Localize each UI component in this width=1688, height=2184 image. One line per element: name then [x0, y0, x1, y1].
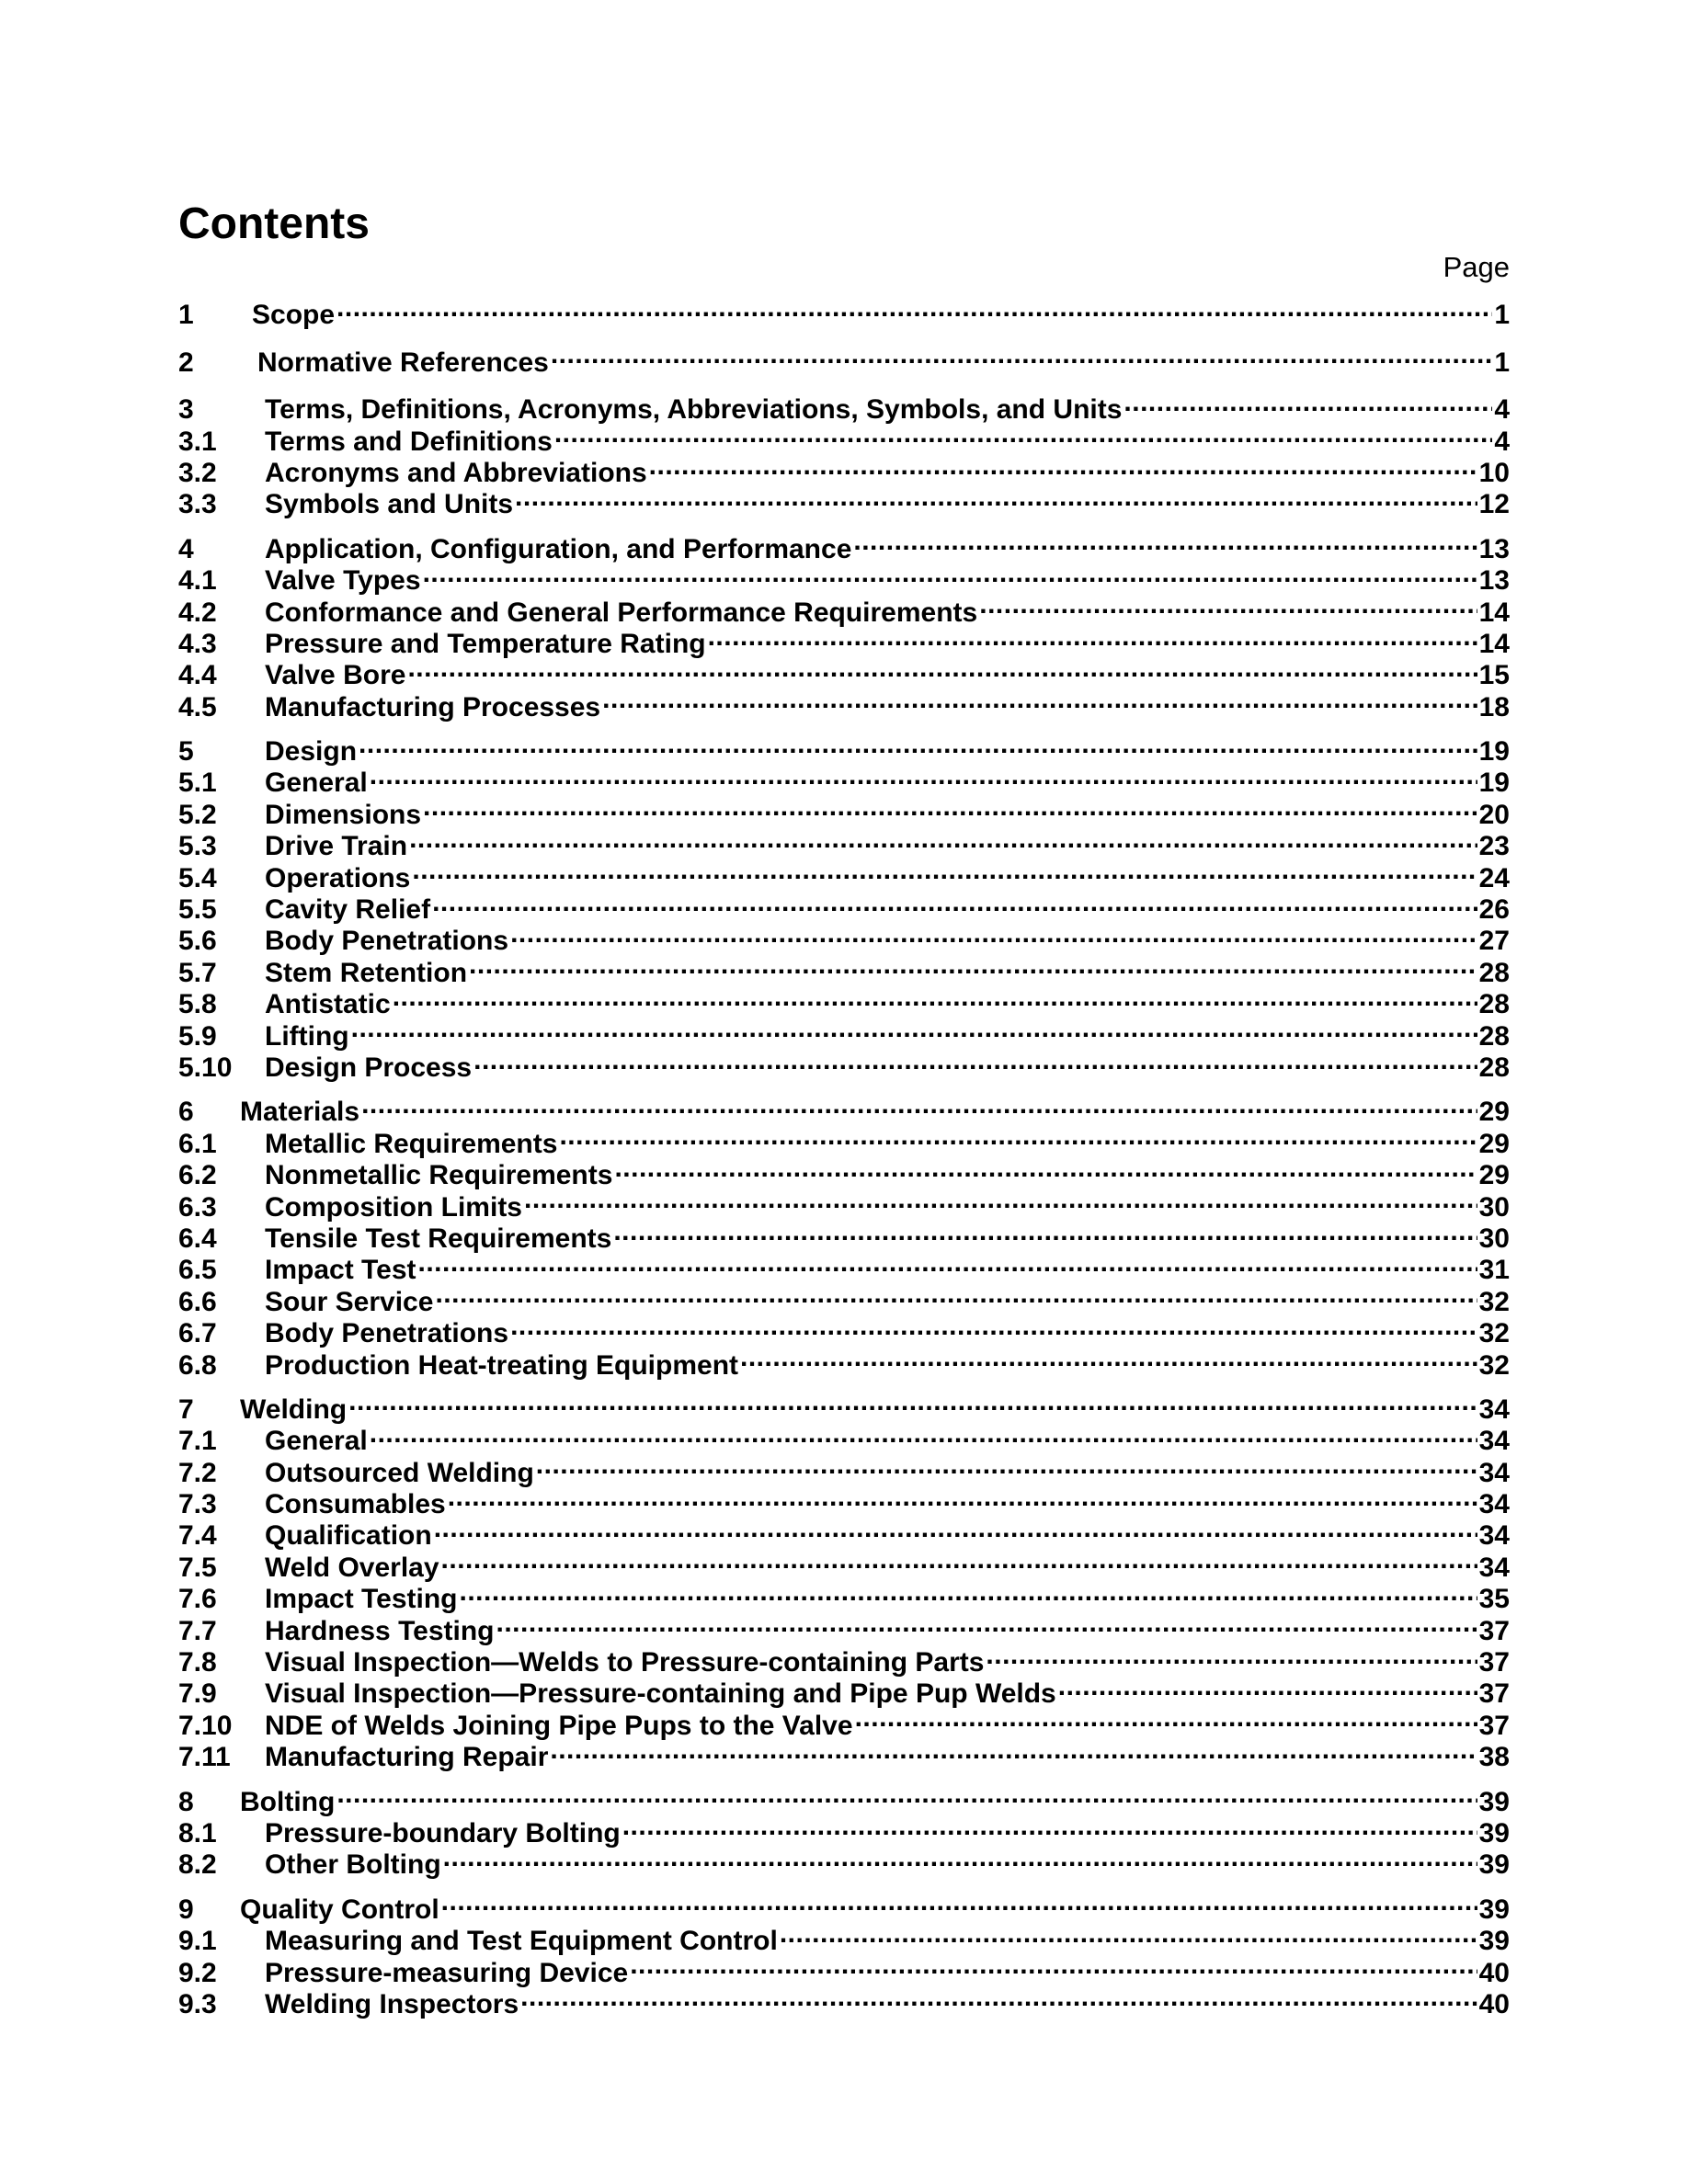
toc-entry-section[interactable] — [178, 1886, 1510, 1925]
toc-entry-number: 3.3 — [178, 489, 217, 520]
toc-entry-number: 5.1 — [178, 768, 217, 799]
toc-entry-label: Welding — [240, 1393, 348, 1425]
toc-entry-subsection[interactable] — [178, 1811, 1510, 1848]
toc-entry-number: 9.1 — [178, 1926, 217, 1957]
dot-leader — [649, 450, 1477, 482]
toc-entry-label: Bolting — [240, 1786, 336, 1817]
toc-entry-number: 5.2 — [178, 799, 217, 830]
toc-entry-section[interactable] — [178, 339, 1510, 378]
toc-section-group — [178, 729, 1510, 1083]
toc-entry-number: 7.1 — [178, 1426, 217, 1457]
toc-entry-page: 12 — [1478, 489, 1510, 520]
toc-entry-page: 39 — [1478, 1786, 1510, 1817]
toc-entry-page: 18 — [1478, 691, 1510, 722]
toc-entry-page: 4 — [1494, 394, 1510, 426]
dot-leader — [550, 1735, 1477, 1766]
toc-entry-page: 34 — [1478, 1426, 1510, 1457]
toc-section-group — [178, 526, 1510, 722]
toc-entry-page: 19 — [1478, 768, 1510, 799]
toc-entry-label: Design Process — [265, 1052, 473, 1083]
toc-entry-number: 3.2 — [178, 457, 217, 488]
dot-leader — [441, 1886, 1477, 1917]
toc-entry-subsection[interactable] — [178, 1450, 1510, 1488]
dot-leader — [510, 918, 1477, 950]
toc-entry-label: Operations — [265, 862, 411, 893]
toc-entry-page: 37 — [1478, 1710, 1510, 1741]
toc-entry-label: Valve Bore — [265, 660, 406, 691]
toc-entry-page: 19 — [1478, 736, 1510, 768]
dot-leader — [496, 1608, 1477, 1639]
dot-leader — [418, 1247, 1477, 1279]
toc-entry-number: 5.9 — [178, 1020, 217, 1052]
dot-leader — [855, 1702, 1477, 1734]
toc-entry-number: 9 — [178, 1894, 194, 1925]
toc-entry-page: 34 — [1478, 1520, 1510, 1552]
toc-entry-page: 29 — [1478, 1097, 1510, 1128]
dot-leader — [435, 1279, 1477, 1310]
toc-entry-page: 37 — [1478, 1615, 1510, 1646]
dot-leader — [409, 824, 1477, 855]
toc-entry-page: 35 — [1478, 1584, 1510, 1615]
toc-entry-number: 6.1 — [178, 1128, 217, 1159]
dot-leader — [423, 791, 1477, 823]
toc-entry-number: 6.8 — [178, 1349, 217, 1381]
dot-leader — [423, 558, 1477, 589]
toc-entry-number: 4.3 — [178, 628, 217, 659]
toc-entry-label: Terms and Definitions — [265, 426, 553, 457]
toc-entry-section[interactable] — [178, 387, 1510, 426]
dot-leader — [853, 526, 1477, 557]
toc-entry-page: 39 — [1478, 1849, 1510, 1881]
toc-entry-label: Antistatic — [265, 989, 391, 1020]
toc-entry-page: 40 — [1478, 1988, 1510, 2019]
toc-entry-number: 5 — [178, 736, 194, 768]
dot-leader — [443, 1842, 1477, 1873]
toc-entry-number: 7.4 — [178, 1520, 217, 1552]
toc-entry-label: Dimensions — [265, 799, 422, 830]
toc-entry-label: Sour Service — [265, 1286, 434, 1317]
page-title: Contents — [178, 199, 370, 248]
toc-entry-label: Terms, Definitions, Acronyms, Abbreviations, Symbols, and Units — [265, 394, 1123, 426]
toc-entry-label: General — [265, 768, 368, 799]
toc-entry-label: Tensile Test Requirements — [265, 1223, 612, 1254]
toc-entry-number: 7.11 — [178, 1742, 231, 1773]
toc-entry-label: Impact Test — [265, 1255, 416, 1286]
toc-entry-label: Conformance and General Performance Requirements — [265, 597, 978, 628]
dot-leader — [551, 339, 1492, 370]
toc-entry-page: 32 — [1478, 1286, 1510, 1317]
toc-entry-label: Nonmetallic Requirements — [265, 1160, 613, 1191]
toc-entry-label: Pressure and Temperature Rating — [265, 628, 706, 659]
toc-entry-section[interactable] — [178, 1779, 1510, 1817]
page-column-header: Page — [1443, 251, 1510, 283]
toc-entry-label: Acronyms and Abbreviations — [265, 457, 647, 488]
dot-leader — [602, 684, 1477, 715]
toc-entry-label: Qualification — [265, 1520, 432, 1552]
toc-entry-page: 31 — [1478, 1255, 1510, 1286]
toc-entry-page: 32 — [1478, 1318, 1510, 1349]
dot-leader — [515, 482, 1477, 513]
toc-entry-label: Symbols and Units — [265, 489, 514, 520]
toc-entry-number: 4.2 — [178, 597, 217, 628]
dot-leader — [448, 1482, 1477, 1513]
toc-entry-number: 7.6 — [178, 1584, 217, 1615]
dot-leader — [740, 1342, 1477, 1373]
toc-entry-number: 4.1 — [178, 565, 217, 597]
table-of-contents — [178, 292, 1510, 2026]
toc-entry-label: Drive Train — [265, 831, 408, 862]
toc-entry-number: 7.8 — [178, 1647, 217, 1678]
dot-leader — [407, 653, 1477, 684]
toc-entry-label: Outsourced Welding — [265, 1457, 534, 1488]
toc-entry-number: 6.7 — [178, 1318, 217, 1349]
toc-entry-label: Visual Inspection—Pressure-containing and Pipe Pup Welds — [265, 1678, 1056, 1710]
dot-leader — [1123, 387, 1492, 418]
dot-leader — [469, 950, 1477, 981]
dot-leader — [986, 1640, 1477, 1671]
toc-entry-page: 37 — [1478, 1678, 1510, 1710]
toc-entry-page: 37 — [1478, 1647, 1510, 1678]
toc-entry-number: 6.4 — [178, 1223, 217, 1254]
toc-entry-number: 6.3 — [178, 1191, 217, 1223]
toc-entry-number: 7.5 — [178, 1552, 217, 1583]
toc-entry-number: 7.7 — [178, 1615, 217, 1646]
dot-leader — [708, 621, 1477, 653]
toc-entry-page: 1 — [1494, 300, 1510, 331]
toc-entry-page: 14 — [1478, 628, 1510, 659]
toc-entry-label: Lifting — [265, 1020, 349, 1052]
toc-entry-page: 34 — [1478, 1457, 1510, 1488]
dot-leader — [524, 1184, 1477, 1215]
toc-entry-label: General — [265, 1426, 368, 1457]
dot-leader — [359, 729, 1477, 760]
toc-entry-number: 8.1 — [178, 1817, 217, 1848]
toc-entry-page: 34 — [1478, 1393, 1510, 1425]
dot-leader — [434, 1513, 1477, 1544]
toc-entry-label: Normative References — [257, 347, 549, 378]
dot-leader — [510, 1311, 1477, 1342]
dot-leader — [348, 1387, 1477, 1418]
toc-entry-label: Body Penetrations — [265, 926, 509, 957]
toc-entry-label: Welding Inspectors — [265, 1988, 519, 2019]
dot-leader — [370, 760, 1477, 791]
toc-entry-page: 20 — [1478, 799, 1510, 830]
dot-leader — [370, 1418, 1477, 1450]
toc-entry-number: 4.4 — [178, 660, 217, 691]
toc-entry-label: Measuring and Test Equipment Control — [265, 1926, 778, 1957]
dot-leader — [412, 855, 1477, 886]
dot-leader — [622, 1811, 1477, 1842]
toc-entry-page: 30 — [1478, 1223, 1510, 1254]
dot-leader — [336, 292, 1492, 324]
toc-entry-number: 5.8 — [178, 989, 217, 1020]
toc-entry-page: 38 — [1478, 1742, 1510, 1773]
toc-entry-label: Cavity Relief — [265, 894, 431, 926]
toc-section-group — [178, 1779, 1510, 1881]
toc-entry-label: Quality Control — [240, 1894, 439, 1925]
toc-entry-label: Composition Limits — [265, 1191, 522, 1223]
toc-entry-subsection[interactable] — [178, 791, 1510, 830]
toc-entry-subsection[interactable] — [178, 1013, 1510, 1052]
toc-entry-page: 1 — [1494, 347, 1510, 378]
toc-entry-page: 27 — [1478, 926, 1510, 957]
dot-leader — [432, 887, 1477, 918]
dot-leader — [351, 1013, 1477, 1044]
toc-entry-page: 28 — [1478, 989, 1510, 1020]
toc-entry-label: Impact Testing — [265, 1584, 458, 1615]
toc-entry-label: Visual Inspection—Welds to Pressure-containing Parts — [265, 1647, 985, 1678]
toc-entry-number: 8.2 — [178, 1849, 217, 1881]
dot-leader — [979, 589, 1477, 620]
toc-entry-number: 7.9 — [178, 1678, 217, 1710]
toc-entry-label: Manufacturing Processes — [265, 691, 601, 722]
toc-entry-label: Other Bolting — [265, 1849, 441, 1881]
toc-entry-label: Application, Configuration, and Performance — [265, 533, 852, 564]
toc-entry-number: 5.3 — [178, 831, 217, 862]
toc-entry-number: 6.6 — [178, 1286, 217, 1317]
dot-leader — [336, 1779, 1477, 1810]
toc-entry-label: Pressure-measuring Device — [265, 1957, 629, 1988]
toc-entry-page: 30 — [1478, 1191, 1510, 1223]
toc-section-group — [178, 1089, 1510, 1381]
toc-entry-number: 5.5 — [178, 894, 217, 926]
toc-entry-page: 28 — [1478, 1020, 1510, 1052]
toc-entry-page: 14 — [1478, 597, 1510, 628]
toc-entry-number: 1 — [178, 300, 194, 331]
toc-entry-label: NDE of Welds Joining Pipe Pups to the Valve — [265, 1710, 853, 1741]
toc-entry-number: 4.5 — [178, 691, 217, 722]
toc-entry-section[interactable] — [178, 1089, 1510, 1128]
toc-entry-label: Pressure-boundary Bolting — [265, 1817, 621, 1848]
toc-entry-number: 7.3 — [178, 1489, 217, 1520]
toc-entry-page: 39 — [1478, 1926, 1510, 1957]
toc-section-group — [178, 339, 1510, 378]
toc-entry-number: 9.2 — [178, 1957, 217, 1988]
toc-entry-subsection[interactable] — [178, 1120, 1510, 1159]
toc-entry-label: Production Heat-treating Equipment — [265, 1349, 739, 1381]
toc-entry-number: 9.3 — [178, 1988, 217, 2019]
dot-leader — [559, 1120, 1477, 1152]
toc-entry-page: 4 — [1494, 426, 1510, 457]
toc-entry-number: 8 — [178, 1786, 194, 1817]
toc-entry-label: Stem Retention — [265, 957, 468, 988]
dot-leader — [459, 1576, 1477, 1608]
toc-entry-page: 23 — [1478, 831, 1510, 862]
toc-entry-label: Design — [265, 736, 358, 768]
toc-entry-number: 2 — [178, 347, 194, 378]
toc-entry-label: Consumables — [265, 1489, 446, 1520]
toc-entry-number: 6 — [178, 1097, 194, 1128]
toc-entry-number: 5.6 — [178, 926, 217, 957]
dot-leader — [536, 1450, 1477, 1481]
toc-entry-page: 15 — [1478, 660, 1510, 691]
toc-entry-page: 34 — [1478, 1489, 1510, 1520]
dot-leader — [473, 1045, 1477, 1076]
toc-entry-page: 26 — [1478, 894, 1510, 926]
toc-entry-page: 34 — [1478, 1552, 1510, 1583]
toc-entry-section[interactable] — [178, 526, 1510, 564]
toc-entry-label: Metallic Requirements — [265, 1128, 558, 1159]
toc-entry-label: Body Penetrations — [265, 1318, 509, 1349]
dot-leader — [780, 1918, 1477, 1950]
toc-entry-subsection[interactable] — [178, 760, 1510, 799]
toc-section-group — [178, 1387, 1510, 1773]
toc-section-group — [178, 292, 1510, 331]
toc-entry-number: 7.10 — [178, 1710, 233, 1741]
toc-entry-number: 5.10 — [178, 1052, 233, 1083]
toc-entry-number: 7 — [178, 1393, 194, 1425]
toc-entry-section[interactable] — [178, 292, 1510, 331]
toc-entry-section[interactable] — [178, 1387, 1510, 1425]
toc-entry-number: 6.5 — [178, 1255, 217, 1286]
dot-leader — [614, 1153, 1477, 1184]
toc-entry-number: 5.4 — [178, 862, 217, 893]
toc-entry-subsection[interactable] — [178, 1418, 1510, 1457]
dot-leader — [1058, 1671, 1477, 1702]
toc-entry-number: 3.1 — [178, 426, 217, 457]
toc-entry-page: 13 — [1478, 533, 1510, 564]
toc-section-group — [178, 387, 1510, 520]
toc-entry-page: 29 — [1478, 1128, 1510, 1159]
dot-leader — [361, 1089, 1477, 1120]
dot-leader — [520, 1982, 1477, 2013]
toc-entry-page: 32 — [1478, 1349, 1510, 1381]
toc-entry-label: Valve Types — [265, 565, 421, 597]
toc-entry-label: Hardness Testing — [265, 1615, 495, 1646]
toc-entry-page: 28 — [1478, 1052, 1510, 1083]
toc-entry-label: Weld Overlay — [265, 1552, 439, 1583]
toc-entry-section[interactable] — [178, 729, 1510, 768]
toc-entry-page: 24 — [1478, 862, 1510, 893]
toc-entry-page: 13 — [1478, 565, 1510, 597]
dot-leader — [630, 1950, 1477, 1981]
toc-entry-number: 3 — [178, 394, 194, 426]
toc-entry-number: 7.2 — [178, 1457, 217, 1488]
toc-entry-page: 39 — [1478, 1817, 1510, 1848]
toc-entry-page: 39 — [1478, 1894, 1510, 1925]
toc-entry-label: Manufacturing Repair — [265, 1742, 549, 1773]
toc-entry-page: 40 — [1478, 1957, 1510, 1988]
dot-leader — [613, 1216, 1477, 1247]
toc-section-group — [178, 1886, 1510, 2019]
dot-leader — [393, 982, 1477, 1013]
dot-leader — [441, 1544, 1477, 1575]
toc-entry-page: 10 — [1478, 457, 1510, 488]
toc-entry-number: 6.2 — [178, 1160, 217, 1191]
toc-entry-page: 28 — [1478, 957, 1510, 988]
toc-entry-number: 4 — [178, 533, 194, 564]
toc-entry-label: Scope — [252, 300, 336, 331]
toc-entry-label: Materials — [240, 1097, 360, 1128]
toc-entry-subsection[interactable] — [178, 1045, 1510, 1083]
toc-entry-page: 29 — [1478, 1160, 1510, 1191]
toc-entry-number: 5.7 — [178, 957, 217, 988]
dot-leader — [554, 418, 1492, 449]
